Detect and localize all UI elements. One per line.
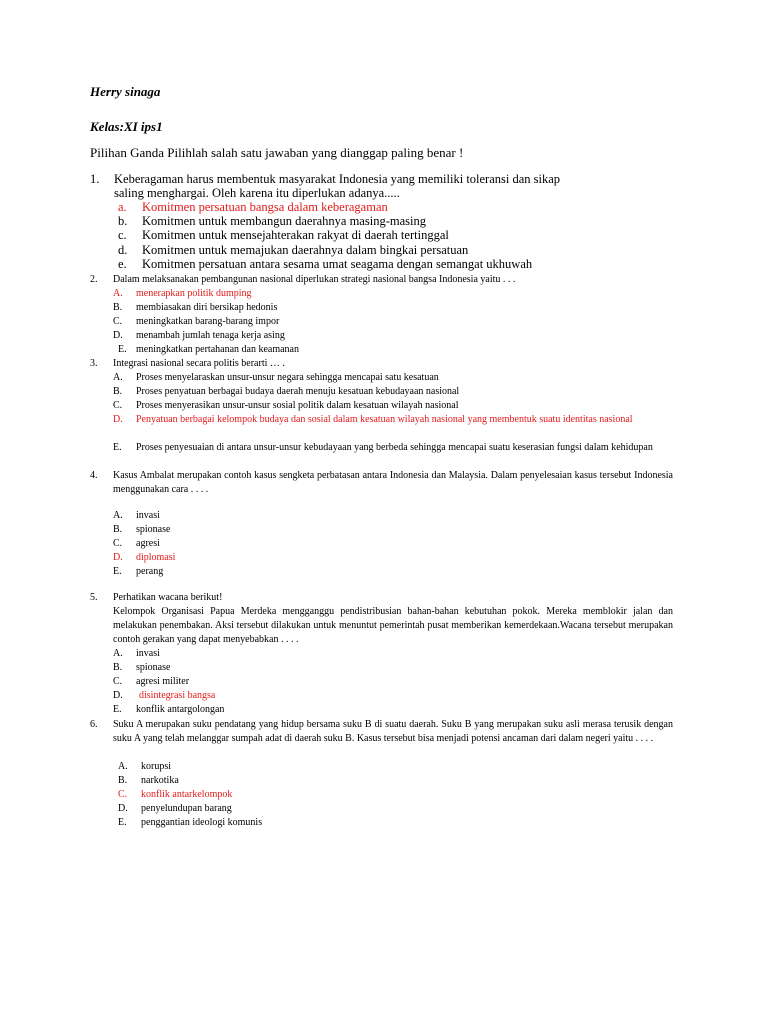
option-letter: B. [113, 662, 123, 673]
student-name: Herry sinaga [90, 84, 161, 99]
question-number: 5. [90, 592, 98, 603]
option-letter: c. [118, 228, 127, 243]
option-letter: A. [113, 648, 123, 659]
option-letter: D. [113, 414, 123, 425]
option-letter: a. [118, 200, 127, 214]
option-text: agresi [136, 538, 160, 549]
option-text: diplomasi [136, 552, 176, 563]
passage-text: Kelompok Organisasi Papua Merdeka mengganggu pendistribusian bahan-bahan kebutuhan pokok. Mereka memblokir jalan dan melakukan penembakan. Aksi tersebut dilakukan untuk menuntut pemerintah pusat memberikan kemerdekaan.Wacana tersebut merupakan contoh gerakan yang dapat menyebabkan . . . . [113, 606, 673, 645]
option-letter: C. [113, 400, 123, 411]
option-letter: B. [118, 775, 128, 786]
option-text: Komitmen persatuan bangsa dalam keberagaman [142, 200, 388, 214]
question-text: Integrasi nasional secara politis berarti … . [113, 358, 285, 369]
option-text: spionase [136, 662, 171, 673]
option-letter: A. [118, 761, 128, 772]
option-letter: b. [118, 214, 128, 229]
question-text: Dalam melaksanakan pembangunan nasional diperlukan strategi nasional bangsa Indonesia yaitu . . . [113, 274, 516, 285]
option-text: meningkatkan pertahanan dan keamanan [136, 344, 299, 355]
option-text: konflik antargolongan [136, 704, 225, 715]
option-text: Proses menyelaraskan unsur-unsur negara sehingga mencapai satu kesatuan [136, 372, 439, 383]
option-text: invasi [136, 510, 160, 521]
option-letter: d. [118, 242, 128, 257]
option-text: spionase [136, 524, 171, 535]
question-text: Perhatikan wacana berikut! [113, 592, 223, 603]
option-letter: D. [118, 803, 128, 814]
option-text: narkotika [141, 775, 179, 786]
option-letter: A. [113, 288, 123, 299]
option-text: invasi [136, 648, 160, 659]
question-number: 3. [90, 358, 98, 369]
option-text: Komitmen untuk mensejahterakan rakyat di daerah tertinggal [142, 228, 449, 243]
option-letter: D. [113, 552, 123, 563]
option-letter: B. [113, 302, 123, 313]
question-number: 1. [90, 172, 100, 186]
option-letter: C. [118, 789, 128, 800]
question-number: 4. [90, 470, 98, 481]
option-text: konflik antarkelompok [141, 789, 233, 800]
option-text: disintegrasi bangsa [139, 690, 216, 701]
option-text: korupsi [141, 761, 171, 772]
option-letter: D. [113, 330, 123, 341]
option-text: agresi militer [136, 676, 190, 687]
option-text: meningkatkan barang-barang impor [136, 316, 280, 327]
option-text: Proses menyerasikan unsur-unsur sosial politik dalam kesatuan wilayah nasional [136, 400, 459, 411]
option-text: Komitmen persatuan antara sesama umat seagama dengan semangat ukhuwah [142, 256, 533, 271]
option-letter: B. [113, 386, 123, 397]
option-text: penyelundupan barang [141, 803, 232, 814]
option-text: Proses penyesuaian di antara unsur-unsur kebudayaan yang berbeda sehingga mencapai suatu keserasian fungsi dalam kehidupan [136, 442, 653, 453]
student-class: Kelas:XI ips1 [90, 119, 163, 134]
question-number: 6. [90, 719, 98, 730]
option-letter: C. [113, 316, 123, 327]
option-letter: E. [113, 442, 122, 453]
option-text: Komitmen untuk membangun daerahnya masing-masing [142, 214, 426, 229]
question-text: Kasus Ambalat merupakan contoh kasus sengketa perbatasan antara Indonesia dan Malaysia. Dalam penyelesaian kasus tersebut Indonesia menggunakan cara . . . . [113, 470, 673, 495]
question-text: Keberagaman harus membentuk masyarakat Indonesia yang memiliki toleransi dan sikap saling menghargai. Oleh karena itu diperlukan adanya..... [114, 172, 561, 200]
option-text: penggantian ideologi komunis [141, 817, 263, 828]
option-text: membiasakan diri bersikap hedonis [136, 302, 278, 313]
option-letter: E. [113, 704, 122, 715]
question-text: Suku A merupakan suku pendatang yang hidup bersama suku B di suatu daerah. Suku B yang merupakan suku asli merasa terusik dengan suku A yang telah melanggar sumpah adat di daerah suku B. Kasus tersebut bisa menjadi potensi ancaman dari dalam negeri yaitu . . . . [113, 719, 673, 744]
option-text: perang [136, 566, 164, 577]
option-letter: C. [113, 676, 123, 687]
option-letter: E. [113, 566, 122, 577]
option-letter: A. [113, 510, 123, 521]
option-text: Penyatuan berbagai kelompok budaya dan sosial dalam kesatuan wilayah nasional yang membentuk suatu identitas nasional [136, 414, 633, 425]
option-letter: e. [118, 256, 127, 271]
question-number: 2. [90, 274, 98, 285]
option-letter: A. [113, 372, 123, 383]
option-letter: D. [113, 690, 123, 701]
option-letter: E. [118, 817, 127, 828]
option-text: menambah jumlah tenaga kerja asing [136, 330, 285, 341]
option-text: Komitmen untuk memajukan daerahnya dalam bingkai persatuan [142, 242, 469, 257]
option-letter: E. [118, 344, 127, 355]
option-text: menerapkan politik dumping [136, 288, 252, 299]
option-letter: C. [113, 538, 123, 549]
option-letter: B. [113, 524, 123, 535]
option-text: Proses penyatuan berbagai budaya daerah menuju kesatuan kebudayaan nasional [136, 386, 460, 397]
instruction-text: Pilihan Ganda Pilihlah salah satu jawaban yang dianggap paling benar ! [90, 145, 464, 160]
